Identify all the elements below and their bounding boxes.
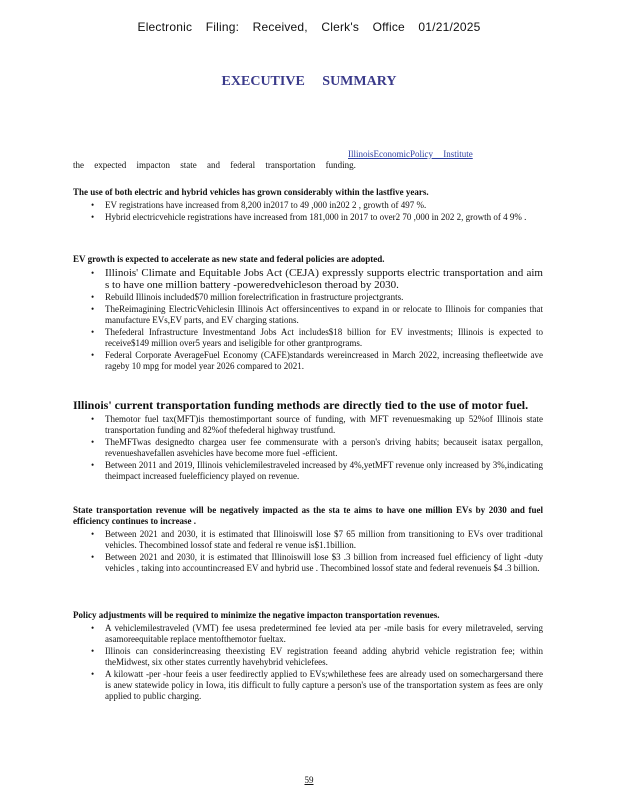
list-item: • TheMFTwas designedto chargea user fee commensurate with a person's driving habits; becauseit isatax pergallon, revenueshavefallen asvehicles have become more fuel -efficient. [105,437,543,459]
list-item: • Federal Corporate AverageFuel Economy (CAFE)standards wereincreased in March 2022, increasing thefleetwide ave rageby 10 mpg for model year 2026 compared to 2021. [105,350,543,372]
bullet-list [73,200,543,223]
source-link[interactable]: IllinoisEconomicPolicy Institute [348,149,473,159]
list-item: • A kilowatt -per -hour feeis a user feedirectly applied to EVs;whilethese fees are already used on somechargersand there is anew statewide policy in Iowa, itis difficult to fully capture a person's use of the transportation system as fees are only applied to public charging. [105,669,543,702]
intro-text: the expected impacton state and federal transportation funding. [73,160,356,170]
list-item: • Between 2021 and 2030, it is estimated that Illinoiswill lose $3 .3 billion from increased fuel efficiency of light -duty vehicles , taking into accountincreased EV and hybrid use . Thecombined lossof state and federal revenueis $4 .3 billion. [105,552,543,574]
section-vehicle-growth [73,187,543,224]
list-item: • Themotor fuel tax(MFT)is themostimportant source of funding, with MFT revenuesmaking up 52%of Illinois state transportation funding and 82%of thefederal highway trustfund. [105,414,543,436]
list-item: • Hybrid electricvehicle registrations have increased from 181,000 in 2017 to over2 70 ,000 in 202 2, growth of 4 9% . [105,212,543,223]
page-title: EXECUTIVE SUMMARY [221,74,397,89]
list-item: • Illinois' Climate and Equitable Jobs Act (CEJA) expressly supports electric transportation and aim s to have one million battery -poweredvehicleson theroad by 2030. [105,267,543,291]
section-heading: Policy adjustments will be required to minimize the negative impacton transportation revenues. [73,610,440,620]
list-item: • Illinois can considerincreasing theexisting EV registration feeand adding ahybrid vehicle registration fee; within theMidwest, six other states currently havehybrid vehiclefees. [105,646,543,668]
section-ev-policy [73,254,543,373]
list-item: • Rebuild Illinois included$70 million forelectrification in frastructure projectgrants. [105,292,543,303]
section-revenue-impact [73,505,543,575]
list-item: • A vehiclemilestraveled (VMT) fee usesa predetermined fee levied ata per -mile basis for every miletraveled, serving asamoreequitable replace mentofthemotor fueltax. [105,623,543,645]
section-heading: Illinois' current transportation funding methods are directly tied to the use of motor fuel. [73,398,529,412]
section-funding-methods [73,398,543,483]
list-item: • EV registrations have increased from 8,200 in2017 to 49 ,000 in202 2 , growth of 497 %. [105,200,543,211]
list-item: • Between 2011 and 2019, Illinois vehiclemilestraveled increased by 4%,yetMFT revenue only increased by 3%,indicating theimpact increased fuelefficiency played on revenue. [105,460,543,482]
bullet-list [73,414,543,482]
page-number: 59 [304,775,314,785]
section-heading: State transportation revenue will be negatively impacted as the sta te aims to have one million EVs by 2030 and fuel efficiency continues to increase . [73,505,543,526]
list-item: • Thefederal Infrastructure Investmentand Jobs Act includes$18 billion for EV investments; Illinois is expected to receive$149 million over5 years and iseligible for other grantprograms. [105,327,543,349]
bullet-list [73,623,543,702]
section-heading: EV growth is expected to accelerate as new state and federal policies are adopted. [73,254,385,264]
filing-stamp: Electronic Filing: Received, Clerk's Office 01/21/2025 [137,20,481,34]
section-policy-adjustments [73,610,543,703]
section-heading: The use of both electric and hybrid vehicles has grown considerably within the lastfive years. [73,187,429,197]
bullet-list [73,267,543,372]
list-item: • TheReimagining ElectricVehiclesin Illinois Act offersincentives to expand in or relocate to Illinois for companies that manufacture EVs,EV parts, and EV charging stations. [105,304,543,326]
bullet-list [73,529,543,574]
list-item: • Between 2021 and 2030, it is estimated that Illinoiswill lose $7 65 million from transitioning to EVs over traditional vehicles. Thecombined lossof state and federal re venue is$1.1billion. [105,529,543,551]
